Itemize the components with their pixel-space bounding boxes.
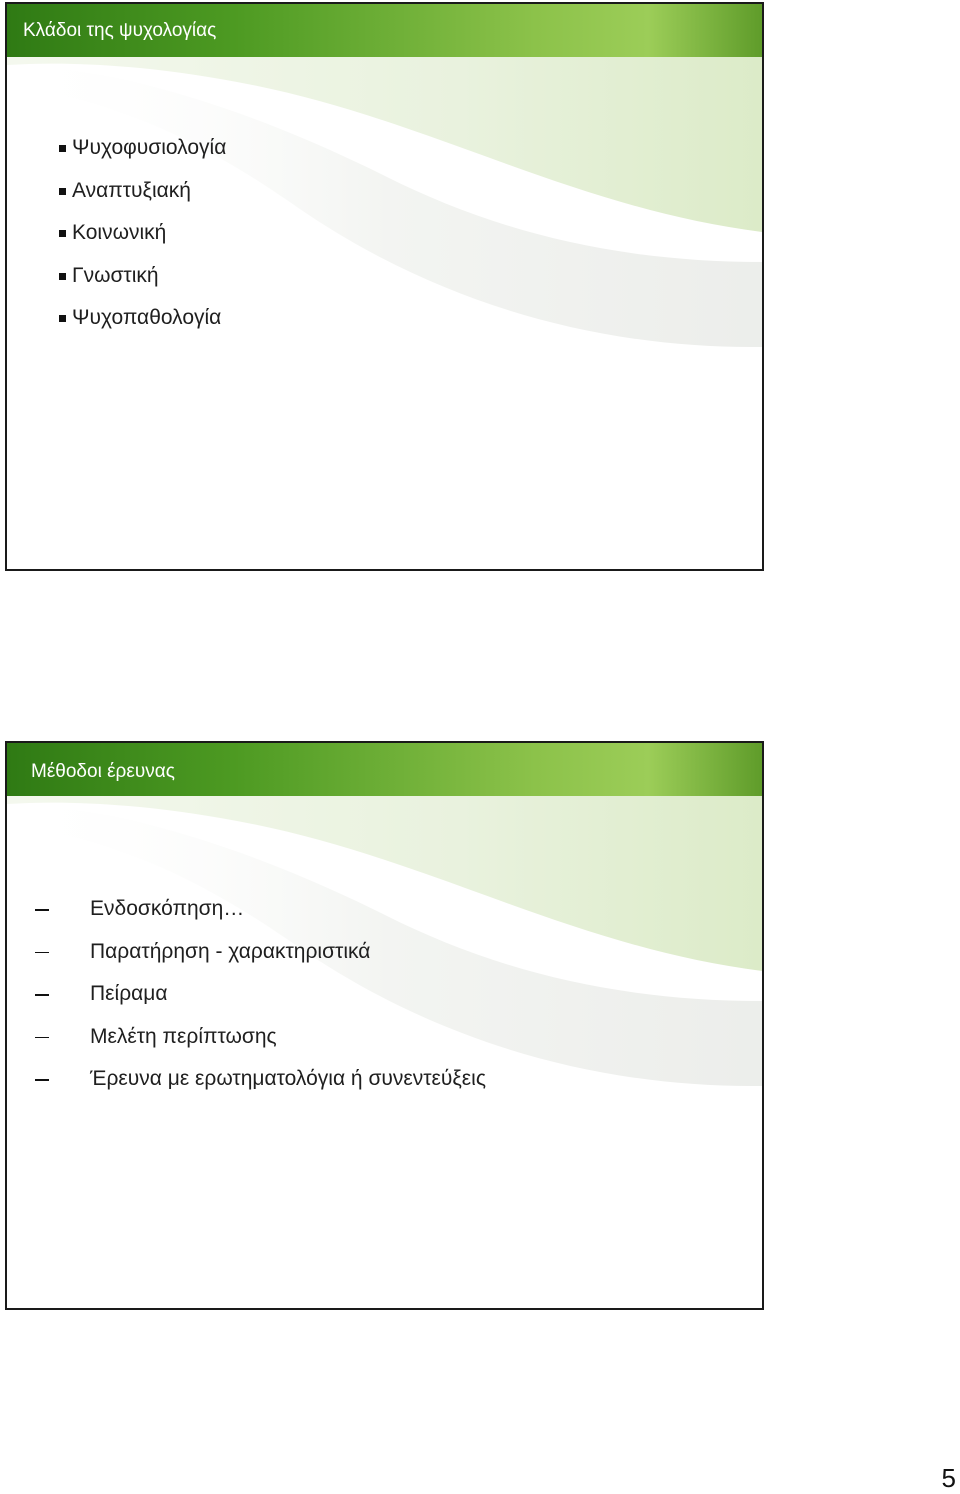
slide-title-bar xyxy=(7,743,762,796)
square-bullet-icon xyxy=(59,273,66,280)
square-bullet-icon xyxy=(59,188,66,195)
page-number: 5 xyxy=(941,1463,956,1493)
slide-title: Μέθοδοι έρευνας xyxy=(31,761,175,782)
slide-1: Κλάδοι της ψυχολογίας Ψυχοφυσιολογία Αναπτυξιακή Κοινωνική Γνωστική Ψυχοπαθολογία xyxy=(5,2,764,571)
dash-bullet-icon xyxy=(35,952,49,954)
dash-bullet-icon xyxy=(35,1079,49,1081)
dash-bullet-icon xyxy=(35,994,49,996)
slide-title: Κλάδοι της ψυχολογίας xyxy=(23,20,217,41)
slide-2: Μέθοδοι έρευνας Ενδοσκόπηση… Παρατήρηση - χαρακτηριστικά Πείραμα Μελέτη περίπτωσης Έρευνα με ερωτηματολόγια ή συνεντεύξεις xyxy=(5,741,764,1310)
square-bullet-icon xyxy=(59,230,66,237)
square-bullet-icon xyxy=(59,145,66,152)
square-bullet-icon xyxy=(59,315,66,322)
dash-bullet-icon xyxy=(35,909,49,911)
dash-bullet-icon xyxy=(35,1037,49,1039)
slide-title-bar xyxy=(7,4,762,57)
